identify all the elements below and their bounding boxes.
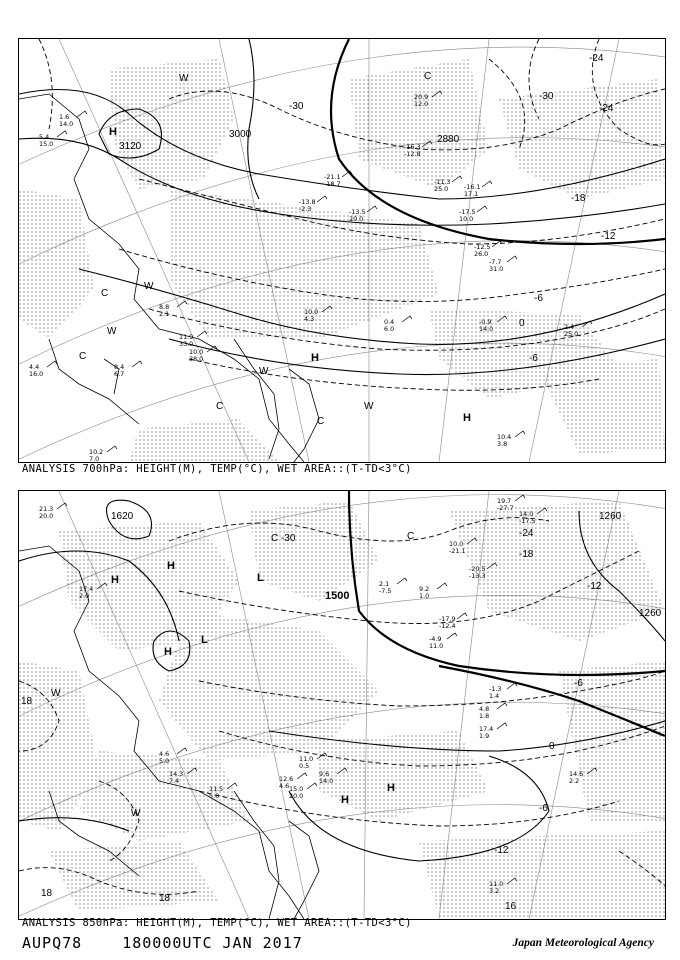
- station-value: 31.0: [489, 265, 504, 273]
- wind-barb: [197, 331, 207, 337]
- wind-barb: [132, 361, 142, 367]
- station-value: 3.8: [497, 440, 508, 448]
- cold-center: C: [216, 401, 224, 412]
- valid-time: 180000UTC JAN 2017: [122, 934, 303, 952]
- station-value: 14.0: [479, 325, 494, 333]
- station-value: 1.0: [419, 592, 430, 600]
- station-value: -4.9: [429, 635, 442, 643]
- wind-barb: [437, 583, 447, 589]
- station-value: 9.6: [319, 770, 330, 778]
- station-value: 4.3: [304, 315, 315, 323]
- wind-barb: [477, 206, 487, 212]
- wind-barb: [515, 431, 525, 437]
- station-value: -16.3: [404, 143, 421, 151]
- station-value: 25.0: [434, 185, 449, 193]
- station-value: 8.8: [159, 303, 170, 311]
- wind-barb: [497, 703, 507, 709]
- station-value: 15.0: [39, 140, 54, 148]
- station-value: 12.6: [279, 775, 294, 783]
- station-value: -12.4: [439, 622, 456, 630]
- station-value: 1.4: [489, 692, 500, 700]
- contour-label: -24: [599, 103, 614, 114]
- warm-center: W: [364, 401, 374, 412]
- high-center: H: [387, 782, 395, 794]
- contour-label: -6: [534, 293, 543, 304]
- wind-barb: [47, 361, 57, 367]
- station-value: 11.0: [489, 880, 504, 888]
- station-value: 5.4: [39, 133, 50, 141]
- wind-barb: [457, 613, 467, 619]
- station-value: 21.3: [39, 505, 54, 513]
- station-value: 2.0: [79, 592, 90, 600]
- station-value: 4.6: [279, 782, 290, 790]
- wind-barb: [482, 181, 492, 187]
- station-value: 10.0: [459, 215, 474, 223]
- station-value: 20.0: [39, 512, 54, 520]
- wind-barb: [515, 495, 525, 501]
- contour-label: -18: [519, 549, 534, 560]
- contour-label: 1260: [639, 608, 662, 619]
- warm-center: W: [144, 281, 154, 292]
- station-value: -7.5: [379, 587, 392, 595]
- panel-caption-700hpa: ANALYSIS 700hPa: HEIGHT(M), TEMP(°C), WET AREA::(T-TD<3°C): [22, 463, 412, 475]
- station-value: -21.1: [449, 547, 466, 555]
- low-center: L: [201, 634, 208, 646]
- contour-label: 2880: [437, 134, 460, 145]
- station-value: 25.0: [564, 330, 579, 338]
- wind-barb: [307, 783, 317, 789]
- station-value: -27.7: [497, 504, 514, 512]
- contour-label: -30: [281, 533, 296, 544]
- wind-barb: [367, 206, 377, 212]
- station-value: 0.4: [384, 318, 395, 326]
- station-value: 1.6: [59, 113, 70, 121]
- station-value: -12.8: [404, 150, 421, 158]
- cold-center: C: [79, 351, 87, 362]
- station-value: 33.0: [179, 340, 194, 348]
- high-center: H: [164, 646, 172, 658]
- wet-area: [19, 59, 665, 462]
- station-value: -2.3: [299, 205, 312, 213]
- agency-credit: Japan Meteorological Agency: [512, 937, 654, 949]
- station-value: 20.0: [289, 792, 304, 800]
- station-value: -17.9: [439, 615, 456, 623]
- station-value: -18.7: [324, 180, 341, 188]
- contour-label: 16: [505, 901, 517, 912]
- station-value: 12.0: [414, 100, 429, 108]
- station-value: 6.0: [384, 325, 395, 333]
- warm-center: W: [179, 73, 189, 84]
- station-value: 5.0: [209, 792, 220, 800]
- station-value: 17.1: [464, 190, 479, 198]
- map-panel-850hpa: [18, 490, 666, 920]
- station-value: -7.7: [489, 258, 502, 266]
- station-value: 14.0: [319, 777, 334, 785]
- wind-barb: [497, 723, 507, 729]
- station-value: -13.3: [469, 572, 486, 580]
- station-value: 10.2: [89, 448, 104, 456]
- station-value: 7.4: [169, 777, 180, 785]
- contour-label: -30: [539, 91, 554, 102]
- cold-center: C: [424, 71, 432, 82]
- station-value: 11.0: [299, 755, 314, 763]
- contour-label: -6: [529, 353, 538, 364]
- station-value: 4.6: [159, 750, 170, 758]
- low-center: L: [257, 572, 264, 584]
- contour-label: 18: [21, 696, 33, 707]
- warm-center: W: [107, 326, 117, 337]
- station-value: 14.3: [169, 770, 184, 778]
- station-value: 20.9: [414, 93, 429, 101]
- station-value: 10.0: [304, 308, 319, 316]
- wind-barb: [57, 131, 67, 137]
- wind-barb: [177, 301, 187, 307]
- chart-identifier: [22, 934, 333, 952]
- map-panel-700hpa: [18, 38, 666, 463]
- wind-barb: [507, 256, 517, 262]
- wind-barb: [397, 578, 407, 584]
- contour-label: 1620: [111, 511, 134, 522]
- station-value: 6.7: [114, 370, 125, 378]
- high-center: H: [167, 560, 175, 572]
- cold-center: C: [271, 533, 279, 544]
- station-value: 11.9: [179, 333, 194, 341]
- station-value: -17.5: [459, 208, 476, 216]
- map-700hpa: [19, 39, 665, 462]
- station-value: -20.5: [469, 565, 486, 573]
- wind-barb: [402, 316, 412, 322]
- warm-center: W: [131, 808, 141, 819]
- contour-label: 3000: [229, 129, 252, 140]
- station-value: 10.0: [449, 540, 464, 548]
- station-value: 2.1: [159, 310, 170, 318]
- station-value: 14.0: [519, 510, 534, 518]
- station-value: 1.9: [479, 732, 490, 740]
- contour-label: -12: [494, 845, 509, 856]
- contour-label: 1500: [325, 590, 350, 602]
- contour-label: 0: [519, 318, 525, 329]
- wind-barb: [297, 773, 307, 779]
- station-value: 9.2: [419, 585, 430, 593]
- station-value: 0.5: [299, 762, 310, 770]
- station-value: 1.8: [479, 712, 490, 720]
- station-value: 2.1: [379, 580, 390, 588]
- station-value: -11.3: [434, 178, 451, 186]
- contour-label: -12: [587, 581, 602, 592]
- wind-barb: [492, 241, 502, 247]
- contour-label: -6: [574, 678, 583, 689]
- high-center: H: [341, 794, 349, 806]
- station-value: 17.4: [79, 585, 94, 593]
- contour-label: 0: [549, 741, 555, 752]
- station-value: 38.0: [189, 355, 204, 363]
- station-value: 3.2: [489, 887, 500, 895]
- station-value: -21.1: [324, 173, 341, 181]
- warm-center: W: [51, 688, 61, 699]
- station-value: 5.0: [159, 757, 170, 765]
- high-center: H: [111, 574, 119, 586]
- contour-label: -6: [539, 803, 548, 814]
- station-value: -12.5: [474, 243, 491, 251]
- wind-barb: [317, 196, 327, 202]
- station-value: -16.1: [464, 183, 481, 191]
- wind-barb: [77, 111, 87, 117]
- panel-caption-850hpa: ANALYSIS 850hPa: HEIGHT(M), TEMP(°C), WET AREA::(T-TD<3°C): [22, 917, 412, 929]
- contour-label: 18: [159, 893, 171, 904]
- station-value: 8.4: [114, 363, 125, 371]
- station-value: 2.4: [564, 323, 575, 331]
- cold-center: C: [317, 416, 325, 427]
- station-value: 7.0: [89, 455, 100, 462]
- station-value: 4.4: [29, 363, 40, 371]
- station-value: 10.0: [189, 348, 204, 356]
- station-value: -13.5: [349, 208, 366, 216]
- contour-label: 1260: [599, 511, 622, 522]
- station-value: -0.9: [479, 318, 492, 326]
- contour-label: -18: [571, 193, 586, 204]
- contour-label: -30: [289, 101, 304, 112]
- station-value: 2.2: [569, 777, 580, 785]
- station-value: 16.0: [29, 370, 44, 378]
- station-value: 19.7: [497, 497, 512, 505]
- station-value: 15.0: [289, 785, 304, 793]
- high-center: H: [311, 352, 319, 364]
- high-center: H: [463, 412, 471, 424]
- station-value: 26.0: [474, 250, 489, 258]
- station-value: 4.8: [479, 705, 490, 713]
- contour-label: 3120: [119, 141, 142, 152]
- station-value: -1.3: [489, 685, 502, 693]
- contour-label: 18: [41, 888, 53, 899]
- contour-label: -24: [519, 528, 534, 539]
- station-value: 11.0: [429, 642, 444, 650]
- station-value: 14.0: [59, 120, 74, 128]
- cold-center: C: [101, 288, 109, 299]
- map-850hpa: [19, 491, 665, 919]
- wind-barb: [177, 748, 187, 754]
- wind-barb: [447, 633, 457, 639]
- station-value: 10.4: [497, 433, 512, 441]
- cold-center: C: [407, 531, 415, 542]
- wind-barb: [107, 446, 117, 452]
- station-value: 17.4: [479, 725, 494, 733]
- station-value: -17.5: [519, 517, 536, 525]
- warm-center: W: [259, 366, 269, 377]
- wind-barb: [507, 683, 517, 689]
- station-value: 14.6: [569, 770, 584, 778]
- station-value: 20.0: [349, 215, 364, 223]
- station-value: -13.8: [299, 198, 316, 206]
- contour-label: -12: [601, 231, 616, 242]
- chart-code: AUPQ78: [22, 934, 83, 952]
- station-value: 11.5: [209, 785, 224, 793]
- high-center: H: [109, 126, 117, 138]
- contour-label: -24: [589, 53, 604, 64]
